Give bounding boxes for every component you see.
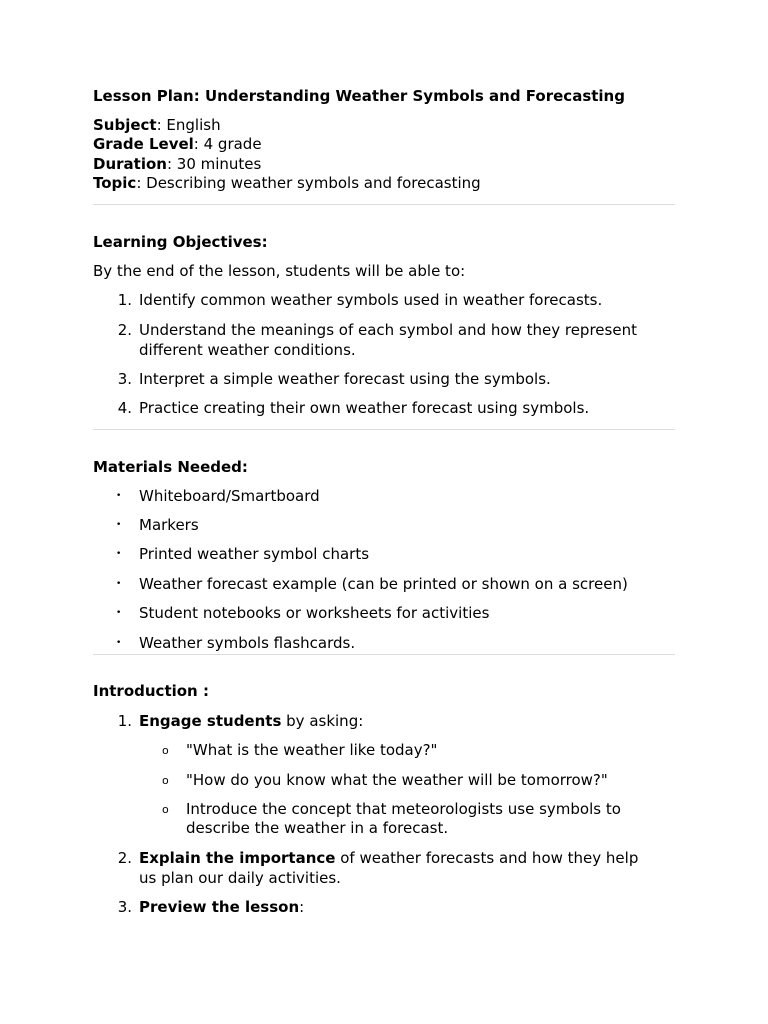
objective-item-cont: different weather conditions. — [139, 341, 356, 359]
bullet-icon: • — [116, 608, 122, 618]
intro-step — [139, 898, 304, 917]
intro-step-number: 2. — [117, 849, 132, 867]
intro-step-bold: Preview the lesson — [139, 898, 300, 916]
intro-sub-item-cont: describe the weather in a forecast. — [186, 819, 449, 837]
divider — [93, 654, 675, 655]
intro-step — [139, 849, 638, 868]
bullet-icon: • — [116, 549, 122, 559]
introduction-heading: Introduction : — [93, 682, 209, 700]
intro-step-bold: Engage students — [139, 712, 282, 730]
intro-step — [139, 712, 363, 731]
objectives-intro: By the end of the lesson, students will be able to: — [93, 262, 466, 280]
intro-step-rest: : — [299, 898, 305, 916]
objective-item: Practice creating their own weather forecast using symbols. — [139, 399, 590, 417]
meta-subject — [93, 116, 221, 135]
objective-number: 1. — [117, 291, 132, 309]
sub-bullet-icon: o — [162, 774, 169, 787]
intro-step-number: 1. — [117, 712, 132, 730]
intro-step-bold: Explain the importance — [139, 849, 336, 867]
grade-label: Grade Level — [93, 135, 194, 153]
bullet-icon: • — [116, 520, 122, 530]
material-item: Printed weather symbol charts — [139, 545, 370, 563]
intro-step-cont: us plan our daily activities. — [139, 869, 341, 887]
bullet-icon: • — [116, 638, 122, 648]
topic-value: : Describing weather symbols and forecasting — [136, 174, 481, 192]
material-item: Markers — [139, 516, 199, 534]
objective-number: 3. — [117, 370, 132, 388]
divider — [93, 429, 675, 430]
objective-item: Understand the meanings of each symbol and how they represent — [139, 321, 637, 339]
material-item: Student notebooks or worksheets for activities — [139, 604, 490, 622]
divider — [93, 204, 675, 205]
sub-bullet-icon: o — [162, 744, 169, 757]
objectives-heading: Learning Objectives: — [93, 233, 268, 251]
subject-label: Subject — [93, 116, 157, 134]
duration-value: : 30 minutes — [166, 155, 262, 173]
document-title: Lesson Plan: Understanding Weather Symbols and Forecasting — [93, 87, 625, 105]
subject-value: : English — [156, 116, 221, 134]
intro-step-rest: by asking: — [281, 712, 364, 730]
intro-step-rest: of weather forecasts and how they help — [335, 849, 639, 867]
topic-label: Topic — [93, 174, 137, 192]
material-item: Weather symbols flashcards. — [139, 634, 356, 652]
meta-topic — [93, 174, 481, 193]
objective-number: 2. — [117, 321, 132, 339]
bullet-icon: • — [116, 579, 122, 589]
objective-item: Identify common weather symbols used in weather forecasts. — [139, 291, 603, 309]
meta-duration — [93, 155, 261, 174]
intro-sub-item: Introduce the concept that meteorologists use symbols to — [186, 800, 621, 818]
sub-bullet-icon: o — [162, 803, 169, 816]
grade-value: : 4 grade — [193, 135, 262, 153]
intro-step-number: 3. — [117, 898, 132, 916]
intro-sub-item: "What is the weather like today?" — [186, 741, 438, 759]
material-item: Weather forecast example (can be printed or shown on a screen) — [139, 575, 628, 593]
objective-item: Interpret a simple weather forecast using the symbols. — [139, 370, 551, 388]
bullet-icon: • — [116, 491, 122, 501]
materials-heading: Materials Needed: — [93, 458, 248, 476]
meta-grade — [93, 135, 262, 154]
intro-sub-item: "How do you know what the weather will be tomorrow?" — [186, 771, 608, 789]
material-item: Whiteboard/Smartboard — [139, 487, 320, 505]
objective-number: 4. — [117, 399, 132, 417]
duration-label: Duration — [93, 155, 167, 173]
